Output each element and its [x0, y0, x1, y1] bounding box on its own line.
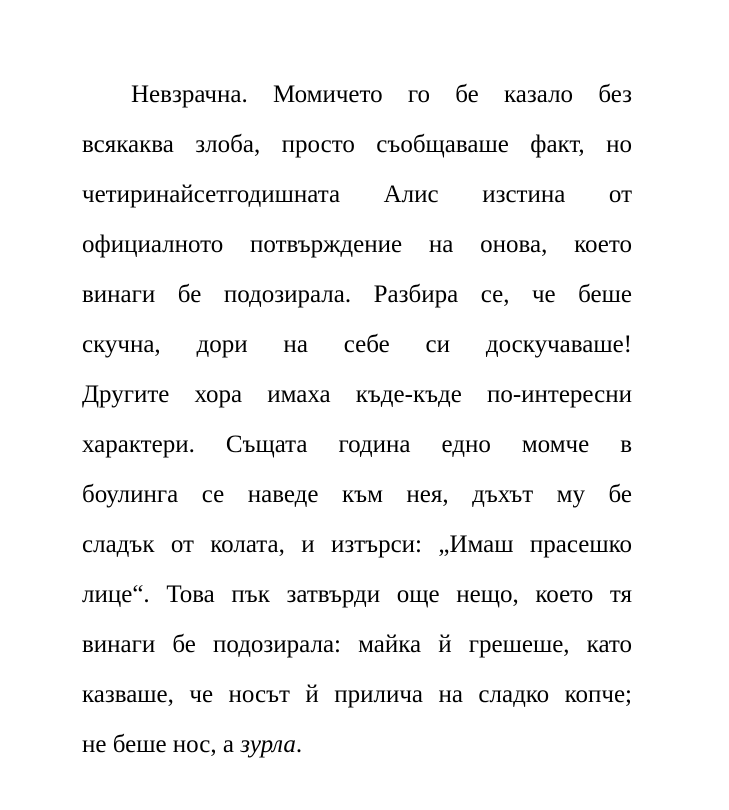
text-line: казваше, че носът й прилича на сладко копче;: [82, 681, 632, 708]
text-line: Невзрачна. Момичето го бе казало без: [131, 81, 632, 108]
text-line: всякаква злоба, просто съобщаваше факт, но: [82, 131, 632, 158]
text-line: характери. Същата година едно момче в: [82, 431, 632, 458]
text-line: скучна, дори на себе си доскучаваше!: [82, 331, 632, 358]
text-run: .: [295, 731, 303, 758]
text-line: официалното потвърждение на онова, което: [82, 231, 632, 258]
italic-word: зурла: [240, 731, 296, 758]
text-line-last: [82, 720, 632, 770]
paragraph: [82, 70, 632, 770]
text-line: винаги бе подозирала: майка й грешеше, като: [82, 631, 632, 658]
text-line: лице“. Това пък затвърди още нещо, което тя: [82, 581, 632, 608]
text-line: боулинга се наведе към нея, дъхът му бе: [82, 481, 632, 508]
text-line: сладък от колата, и изтърси: „Имаш прасешко: [82, 531, 632, 558]
text-run: не беше нос, а: [82, 731, 241, 758]
text-line: четиринайсетгодишната Алис изстина от: [82, 181, 632, 208]
text-line: винаги бе подозирала. Разбира се, че беше: [82, 281, 632, 308]
text-line: Другите хора имаха къде-къде по-интересни: [82, 381, 632, 408]
